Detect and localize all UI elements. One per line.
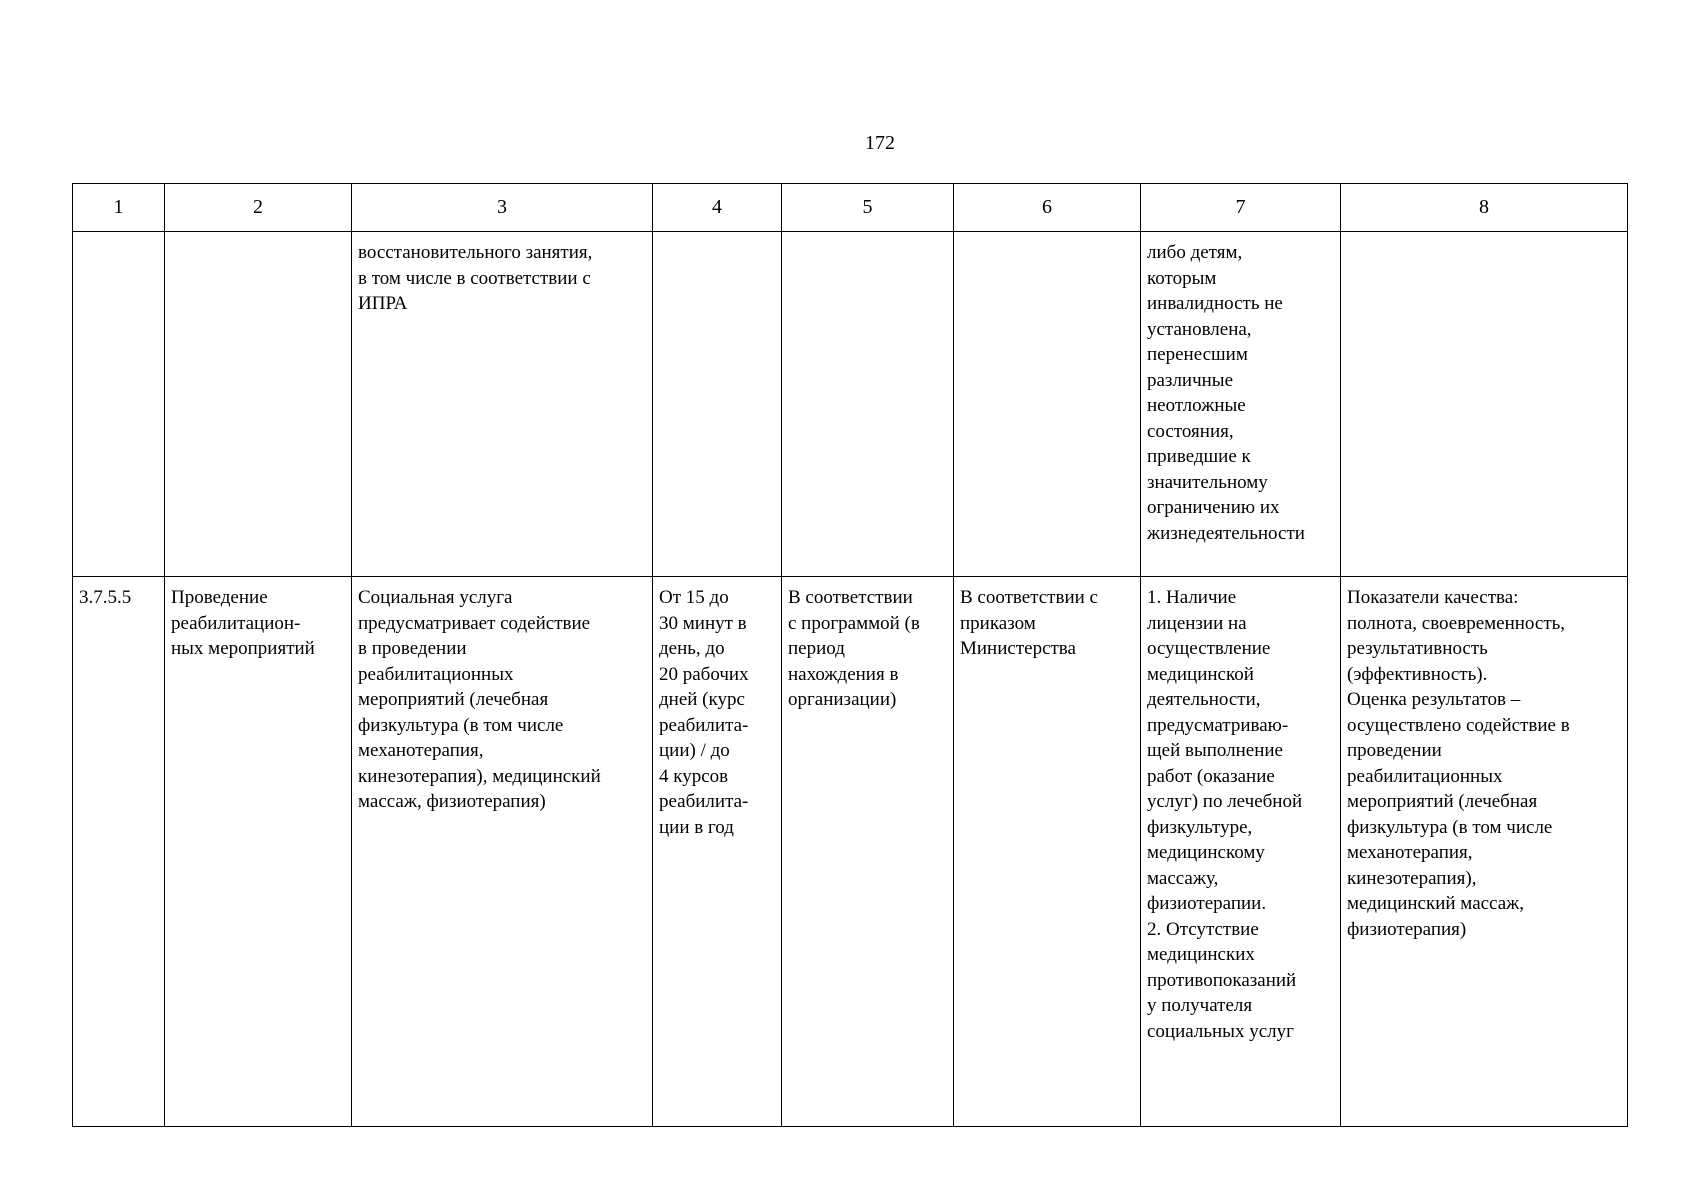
service-duration: От 15 до 30 минут в день, до 20 рабочих дней (курс реабилита- ции) / до 4 курсов реабилита- ции в год bbox=[659, 587, 749, 838]
column-header-4: 4 bbox=[653, 184, 782, 232]
table-row bbox=[73, 232, 1628, 577]
column-header-8: 8 bbox=[1341, 184, 1628, 232]
table-cell bbox=[1141, 232, 1341, 577]
column-header-3: 3 bbox=[352, 184, 653, 232]
table-cell bbox=[352, 232, 653, 577]
table-cell bbox=[73, 577, 165, 1127]
table-cell bbox=[1341, 577, 1628, 1127]
table-cell bbox=[1341, 232, 1628, 577]
table-cell bbox=[954, 577, 1141, 1127]
table-cell bbox=[954, 232, 1141, 577]
cell-text: восстановительного занятия, в том числе в соответствии с ИПРА bbox=[358, 242, 593, 314]
page-number: 172 bbox=[865, 132, 895, 154]
services-table bbox=[72, 183, 1628, 1127]
service-description: Социальная услуга предусматривает содействие в проведении реабилитационных мероприятий (лечебная физкультура (в том числе механотерапия, кинезотерапия), медицинский массаж, физиотерапия) bbox=[358, 587, 601, 812]
table-cell bbox=[165, 577, 352, 1127]
table-cell bbox=[653, 577, 782, 1127]
service-standard: В соответствии с приказом Министерства bbox=[960, 587, 1098, 659]
service-code: 3.7.5.5 bbox=[79, 587, 132, 608]
column-header-2: 2 bbox=[165, 184, 352, 232]
cell-text: либо детям, которым инвалидность не установлена, перенесшим различные неотложные состояния, приведшие к значительному ограничению их жизнедеятельности bbox=[1147, 242, 1305, 544]
table-cell bbox=[782, 232, 954, 577]
table-cell bbox=[352, 577, 653, 1127]
service-conditions: 1. Наличие лицензии на осуществление медицинской деятельности, предусматриваю- щей выполнение работ (оказание услуг) по лечебной физкультуре, медицинскому массажу, физиотерапии. 2. Отсутствие медицинских противопоказаний у получателя социальных услуг bbox=[1147, 587, 1303, 1042]
service-frequency: В соответствии с программой (в период нахождения в организации) bbox=[788, 587, 920, 710]
column-header-7: 7 bbox=[1141, 184, 1341, 232]
column-header-6: 6 bbox=[954, 184, 1141, 232]
table-cell bbox=[73, 232, 165, 577]
service-name: Проведение реабилитацион- ных мероприятий bbox=[171, 587, 315, 659]
table-cell bbox=[165, 232, 352, 577]
column-header-5: 5 bbox=[782, 184, 954, 232]
header-row bbox=[73, 184, 1628, 232]
service-quality: Показатели качества: полнота, своевременность, результативность (эффективность). Оценка результатов – осуществлено содействие в проведении реабилитационных мероприятий (лечебная физкультура (в том числе механотерапия, кинезотерапия), медицинский массаж, физиотерапия) bbox=[1347, 587, 1570, 940]
table-cell bbox=[653, 232, 782, 577]
column-header-1: 1 bbox=[73, 184, 165, 232]
table-row bbox=[73, 577, 1628, 1127]
table-cell bbox=[782, 577, 954, 1127]
table-cell bbox=[1141, 577, 1341, 1127]
